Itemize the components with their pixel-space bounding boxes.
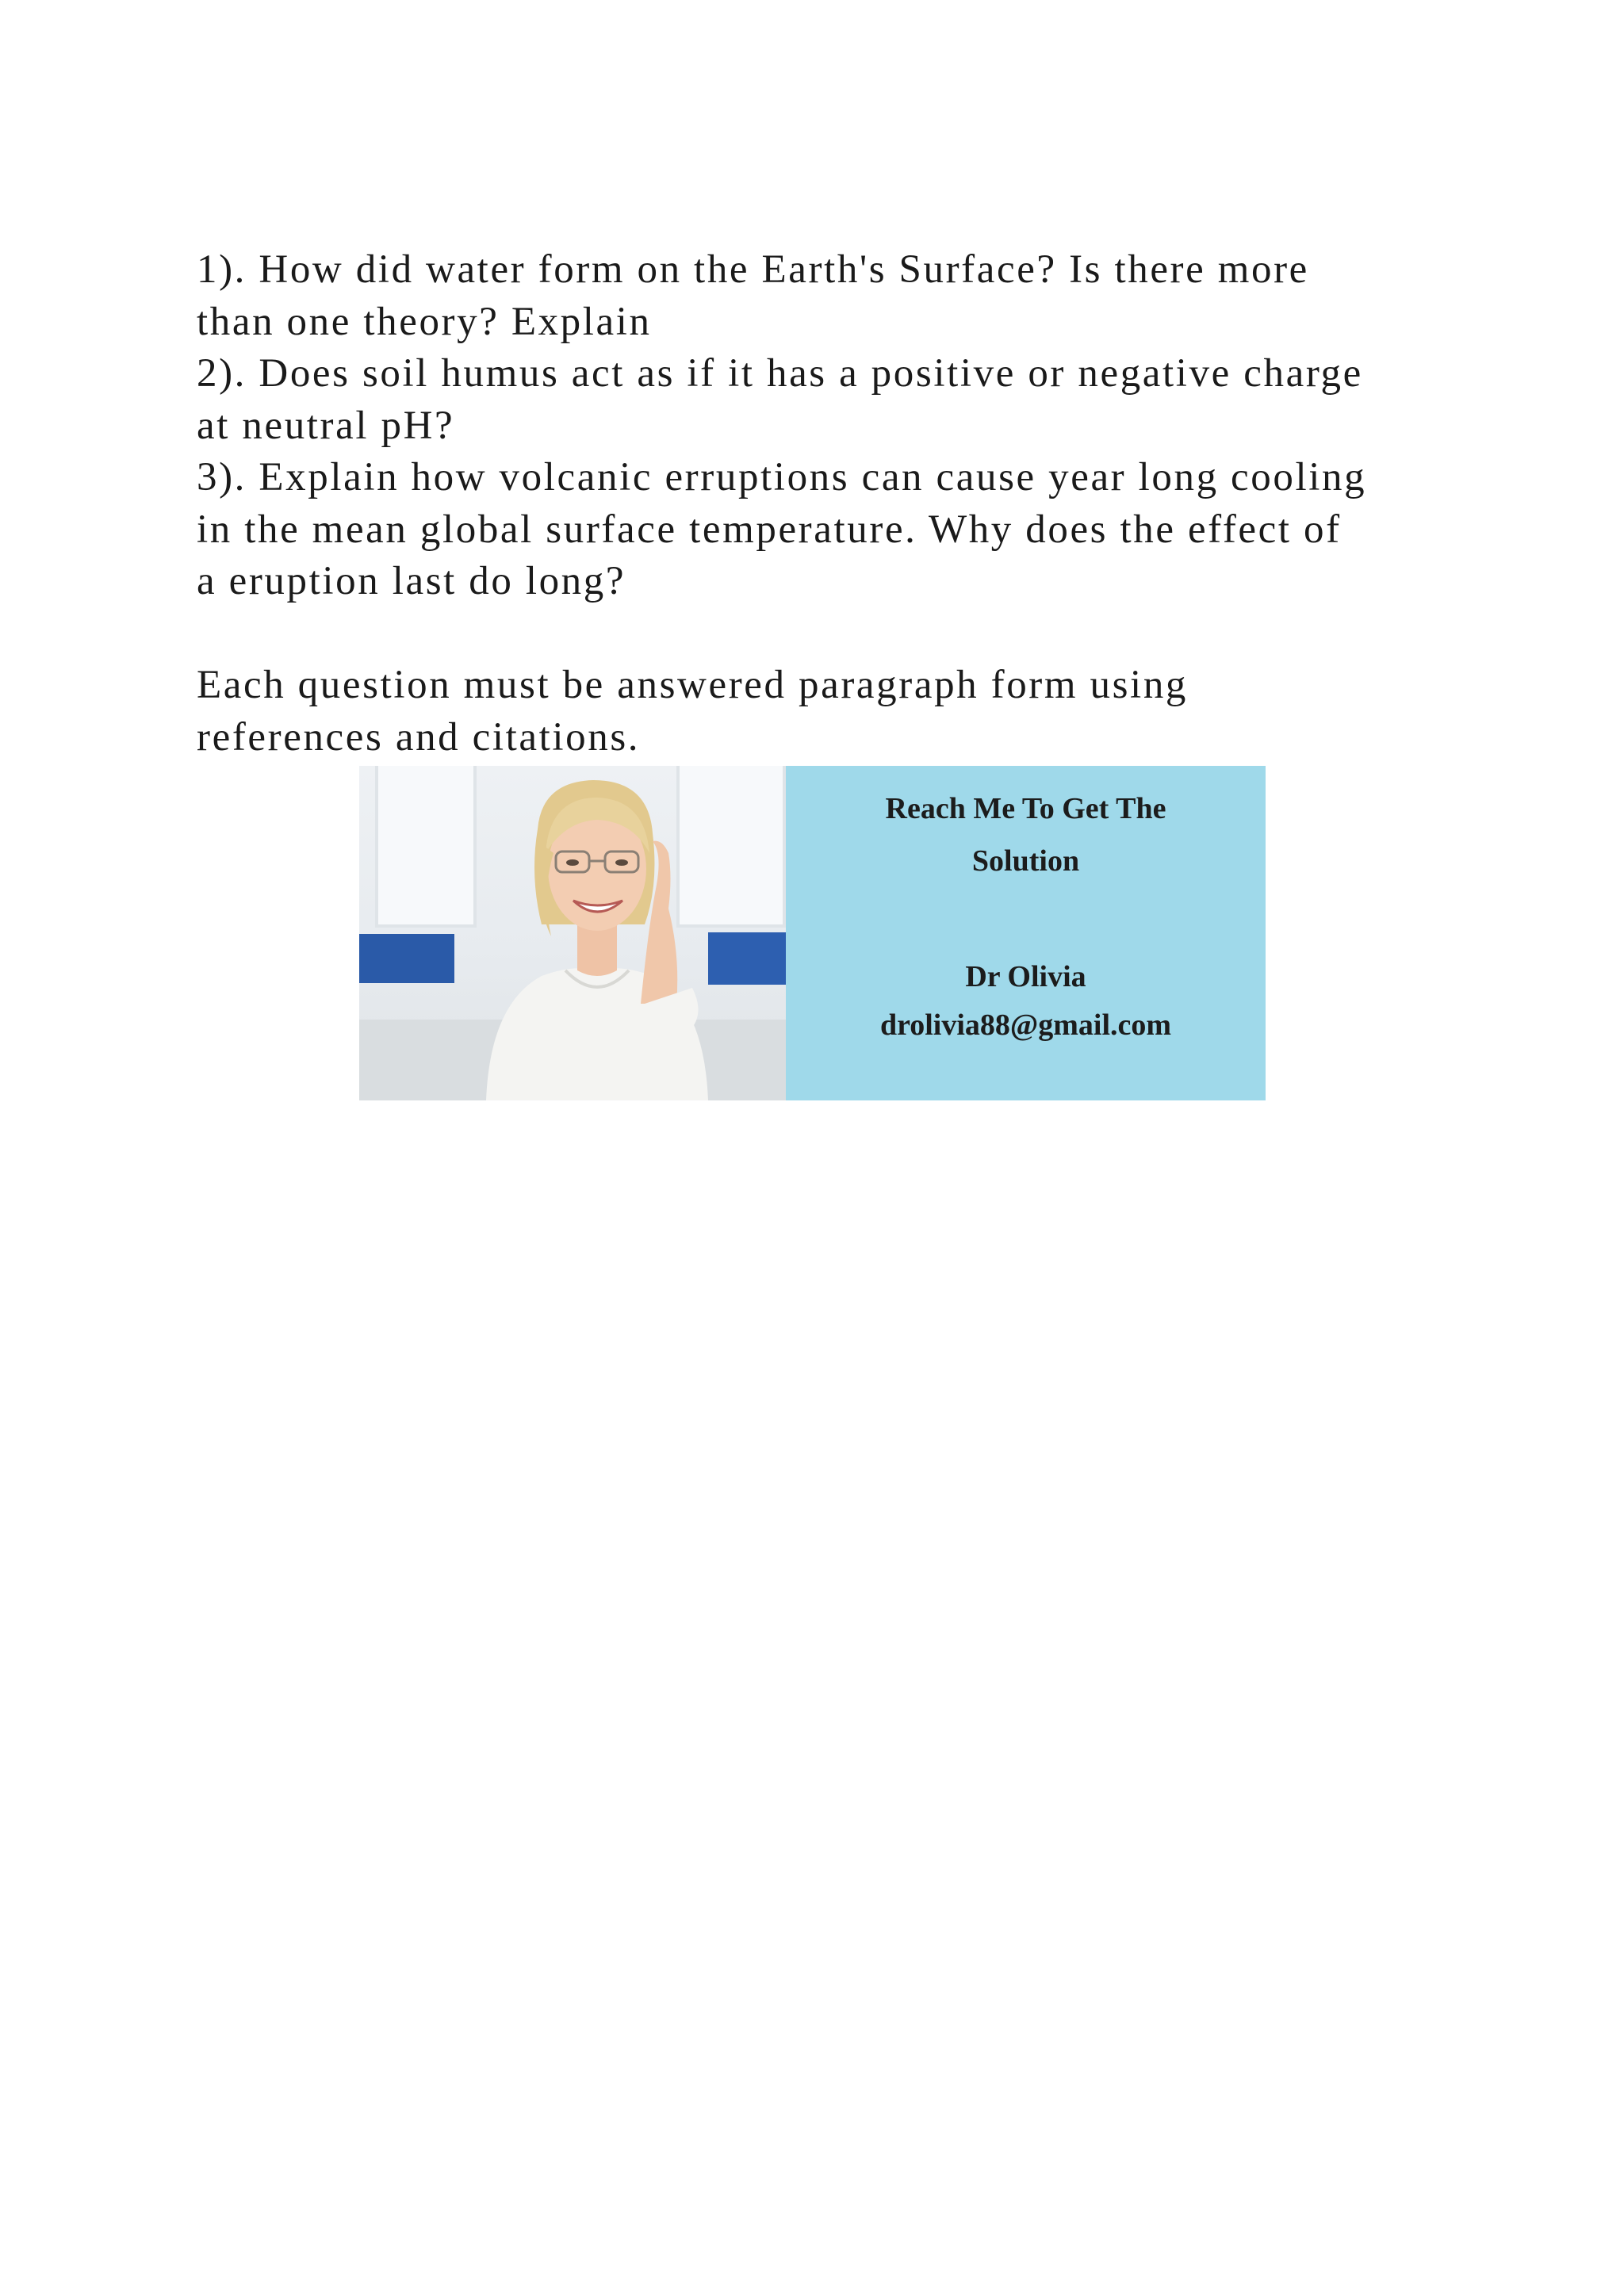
paragraph-spacer bbox=[197, 608, 1465, 660]
question-text bbox=[197, 244, 1465, 763]
woman-photo bbox=[359, 766, 786, 1100]
banner-headline-2: Solution bbox=[971, 844, 1080, 878]
woman-illustration bbox=[454, 766, 740, 1100]
banner-headline: Reach Me To Get The bbox=[885, 792, 1166, 825]
contact-email[interactable]: drolivia88@gmail.com bbox=[879, 1008, 1172, 1042]
question-3-line-3: a eruption last do long? bbox=[197, 559, 626, 603]
question-1-line-2: than one theory? Explain bbox=[197, 299, 652, 344]
question-3-line-2: in the mean global surface temperature. Why does the effect of bbox=[197, 507, 1342, 552]
question-1-line-1: 1). How did water form on the Earth's Surface? Is there more bbox=[197, 247, 1309, 292]
question-3-line-1: 3). Explain how volcanic erruptions can cause year long cooling bbox=[197, 455, 1367, 499]
contact-name: Dr Olivia bbox=[965, 960, 1086, 993]
question-2-line-2: at neutral pH? bbox=[197, 403, 455, 448]
instruction-line-2: references and citations. bbox=[197, 714, 641, 760]
instruction-line-1: Each question must be answered paragraph form using bbox=[197, 663, 1189, 707]
contact-panel bbox=[786, 766, 1266, 1100]
contact-banner bbox=[359, 766, 1266, 1100]
question-2-line-1: 2). Does soil humus act as if it has a positive or negative charge bbox=[197, 351, 1363, 396]
blue-board bbox=[359, 934, 454, 983]
